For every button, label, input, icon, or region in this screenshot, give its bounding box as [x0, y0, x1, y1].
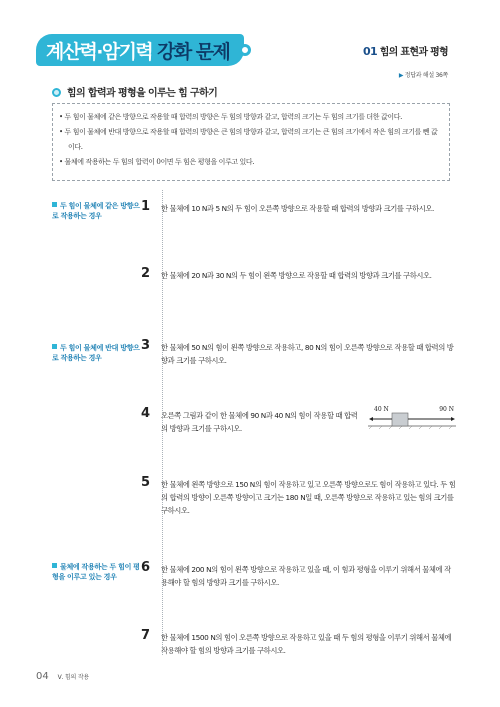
banner-title-part1: 계산력·암기력 — [46, 41, 153, 63]
page-number: 04 — [36, 671, 49, 682]
sidebar-label-text: 두 힘이 물체에 같은 방향으로 작용하는 경우 — [52, 202, 140, 220]
title-banner — [36, 34, 244, 66]
page-footer — [36, 671, 89, 682]
answer-reference-text: 정답과 해설 36쪽 — [404, 72, 448, 79]
question-number: 5 — [141, 475, 151, 490]
summary-box — [52, 103, 450, 181]
question-text: 한 물체에 20 N과 30 N의 두 힘이 왼쪽 방향으로 작용할 때 합력의 방향과 크기를 구하시오. — [161, 271, 432, 280]
section-title: 힘의 표현과 평형 — [379, 47, 448, 58]
square-bullet-icon — [52, 202, 57, 207]
question-text: 한 물체에 200 N의 힘이 왼쪽 방향으로 작용하고 있을 때, 이 힘과 평형을 이루기 위해서 물체에 작용해야 할 힘의 방향과 크기를 구하시오. — [161, 565, 451, 587]
question-number: 3 — [141, 338, 151, 353]
left-arrowhead — [369, 417, 373, 421]
question-text: 오른쪽 그림과 같이 한 물체에 90 N과 40 N의 힘이 작용할 때 합력의 방향과 크기를 구하시오. — [161, 411, 358, 433]
section-header — [363, 43, 448, 58]
sidebar-label-same-direction — [52, 201, 140, 221]
right-arrowhead — [451, 417, 455, 421]
question-text: 한 물체에 10 N과 5 N의 두 힘이 오른쪽 방향으로 작용할 때 합력의 방향과 크기를 구하시오. — [161, 204, 434, 213]
sidebar-label-text: 두 힘이 물체에 반대 방향으로 작용하는 경우 — [52, 344, 140, 362]
object-box — [392, 413, 408, 426]
banner-title-part2: 강화 문제 — [157, 41, 230, 63]
force-diagram — [368, 404, 456, 430]
triangle-arrow-icon: ▶ — [398, 72, 404, 79]
topic-text: 힘의 합력과 평형을 이루는 힘 구하기 — [66, 88, 218, 99]
chapter-label: Ⅴ. 힘의 작용 — [57, 674, 90, 681]
question-number: 1 — [141, 199, 151, 214]
circle-bullet-icon — [52, 88, 61, 97]
banner-title — [46, 37, 229, 64]
answer-reference — [399, 70, 448, 79]
summary-item: • 두 힘이 물체에 반대 방향으로 작용할 때 합력의 방향은 큰 힘의 방향과 같고, 합력의 크기는 큰 힘의 크기에서 작은 힘의 크기를 뺀 값이다. — [59, 128, 438, 151]
square-bullet-icon — [52, 563, 57, 568]
sidebar-label-text: 물체에 작용하는 두 힘이 평형을 이루고 있는 경우 — [52, 563, 140, 581]
question-number: 7 — [141, 628, 151, 643]
section-number: 01 — [362, 45, 377, 58]
right-force-label: 90 N — [439, 406, 454, 413]
topic-heading — [52, 84, 217, 99]
question-number: 2 — [141, 266, 151, 281]
summary-item: • 물체에 작용하는 두 힘의 합력이 0이면 두 힘은 평형을 이루고 있다. — [59, 158, 255, 166]
sidebar-label-equilibrium — [52, 562, 140, 582]
hatch-marks — [369, 426, 452, 429]
sidebar-label-opposite-direction — [52, 343, 140, 363]
question-number: 4 — [141, 406, 151, 421]
banner-dot-icon — [239, 44, 251, 56]
question-text: 한 물체에 왼쪽 방향으로 150 N의 힘이 작용하고 있고 오른쪽 방향으로도 힘이 작용하고 있다. 두 힘의 합력의 방향이 오른쪽 방향이고 크기는 180 N일 때, 오른쪽 방향으로 작용하고 있는 힘의 크기를 구하시오. — [161, 480, 456, 515]
question-text: 한 물체에 1500 N의 힘이 오른쪽 방향으로 작용하고 있을 때 두 힘의 평형을 이루기 위해서 물체에 작용해야 할 힘의 방향과 크기를 구하시오. — [161, 633, 452, 655]
left-force-label: 40 N — [374, 406, 389, 413]
summary-item: • 두 힘이 물체에 같은 방향으로 작용할 때 합력의 방향은 두 힘의 방향과 같고, 합력의 크기는 두 힘의 크기를 더한 값이다. — [59, 113, 402, 121]
question-number: 6 — [141, 560, 151, 575]
square-bullet-icon — [52, 344, 57, 349]
question-text: 한 물체에 50 N의 힘이 왼쪽 방향으로 작용하고, 80 N의 힘이 오른쪽 방향으로 작용할 때 합력의 방향과 크기를 구하시오. — [161, 343, 454, 365]
